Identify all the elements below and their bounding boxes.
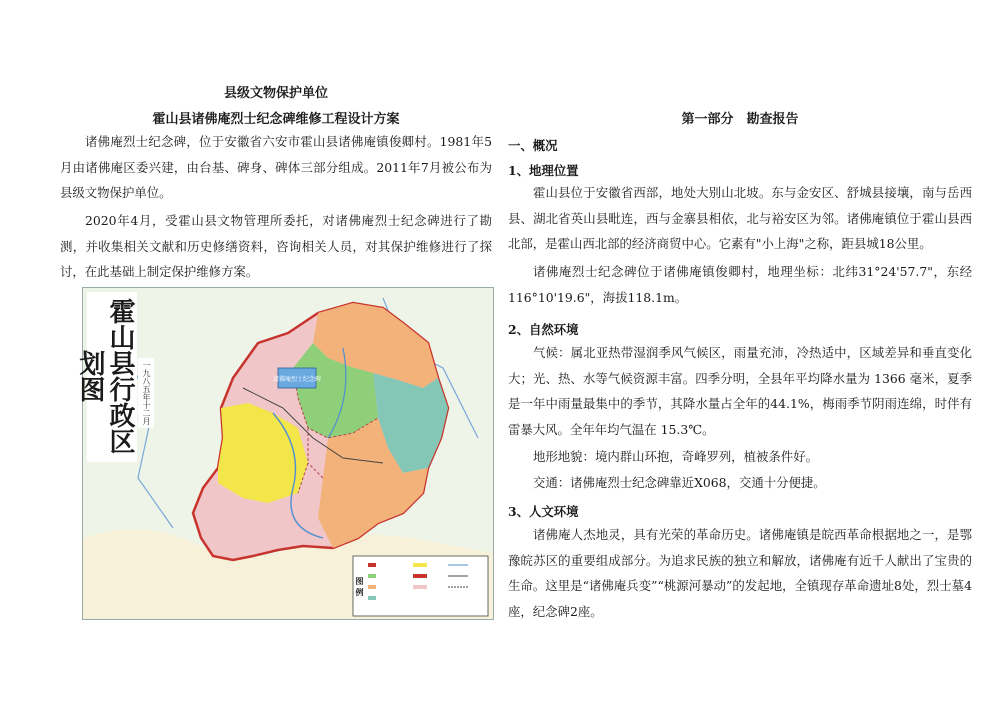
traffic-paragraph: 交通：诸佛庵烈士纪念碑靠近X068，交通十分便捷。 (533, 475, 826, 490)
section-geography: 1、地理位置 (508, 163, 579, 178)
geography-paragraph: 霍山县位于安徽省西部，地处大别山北坡。东与金安区、舒城县接壤，南与岳西县、湖北省英山县毗连，西与金寨县相依，北与裕安区为邻。诸佛庵镇位于霍山县西北部，是霍山西北部的经济商贸中心。它素有"小上海"之称，距县城18公里。 (508, 185, 972, 251)
heading-main: 霍山县诸佛庵烈士纪念碑维修工程设计方案 (152, 112, 400, 127)
section-environment: 2、自然环境 (508, 322, 579, 337)
climate-paragraph: 气候：属北亚热带湿润季风气候区，雨量充沛，冷热适中，区域差异和垂直变化大；光、热、水等气候资源丰富。四季分明，全县年平均降水量为 1366 毫米，夏季是一年中雨量最集中的季节，其降水量占全年的44.1%，梅雨季节阴雨连绵，时伴有雷暴大风。全年年均气温在 15.3℃。 (508, 345, 972, 437)
section-culture: 3、人文环境 (508, 504, 579, 519)
intro-paragraph: 诸佛庵烈士纪念碑，位于安徽省六安市霍山县诸佛庵镇俊卿村。1981年5月由诸佛庵区委兴建，由台基、碑身、碑体三部分组成。2011年7月被公布为县级文物保护单位。 (60, 134, 492, 200)
terrain-paragraph: 地形地貌：境内群山环抱，奇峰罗列，植被条件好。 (533, 449, 818, 464)
map-graphic (83, 288, 493, 619)
commission-paragraph: 2020年4月，受霍山县文物管理所委托，对诸佛庵烈士纪念碑进行了勘测，并收集相关文献和历史修缮资料，咨询相关人员，对其保护维修进行了探讨，在此基础上制定保护维修方案。 (60, 213, 492, 279)
map-legend-label: 图 例 (355, 576, 364, 596)
monument-callout-label: 诸佛庵烈士纪念碑 (272, 376, 322, 383)
section-overview: 一、概况 (508, 138, 558, 153)
map-title: 霍山县行政区划图 (89, 292, 135, 460)
heading-small: 县级文物保护单位 (223, 86, 328, 101)
coordinates-paragraph: 诸佛庵烈士纪念碑位于诸佛庵镇俊卿村，地理坐标：北纬31°24'57.7"，东经116°10'19.6"，海拔118.1m。 (508, 264, 972, 305)
map-date: 一九八五年十二月 (139, 360, 153, 426)
county-map-figure (75, 287, 494, 620)
culture-paragraph: 诸佛庵人杰地灵，具有光荣的革命历史。诸佛庵镇是皖西革命根据地之一，是鄂豫皖苏区的重要组成部分。为追求民族的独立和解放，诸佛庵有近千人献出了宝贵的生命。这里是“诸佛庵兵变”“桃源河暴动”的发起地，全镇现存革命遗址8处，烈士墓4座，纪念碑2座。 (508, 527, 972, 619)
part-title: 第一部分 勘查报告 (681, 112, 799, 127)
